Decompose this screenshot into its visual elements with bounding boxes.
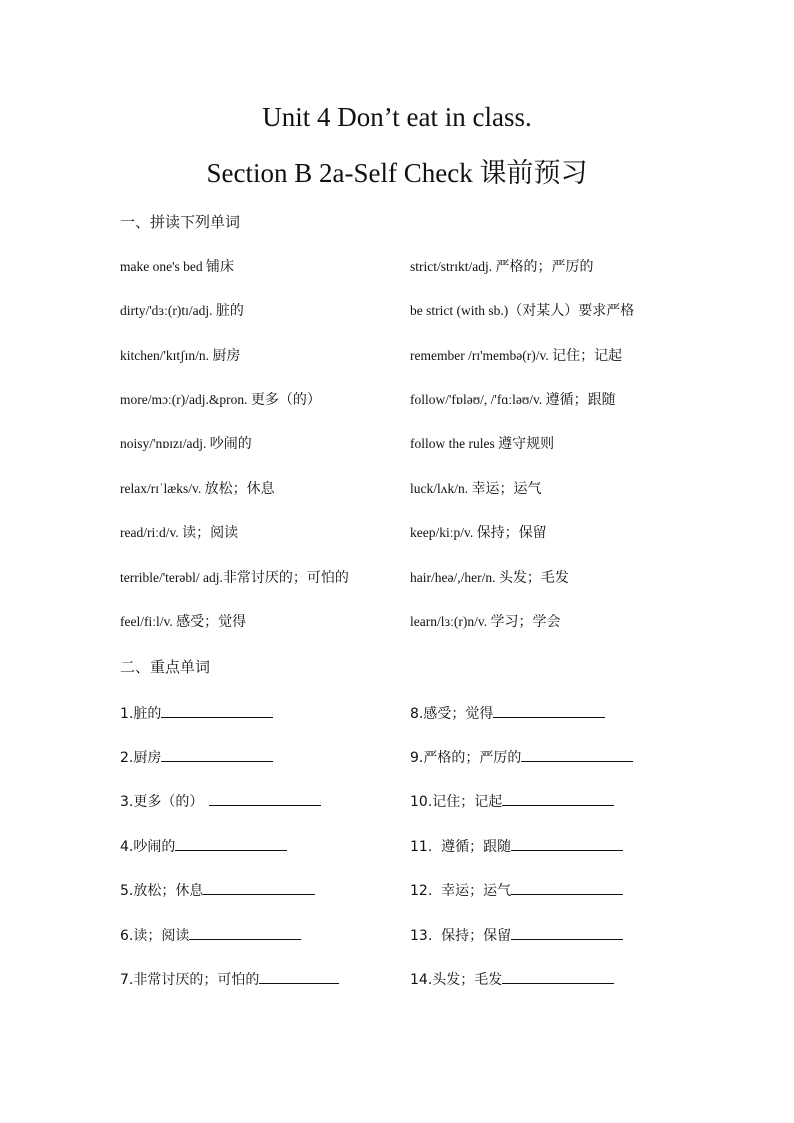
fill-blank-label: 14.头发；毛发 [410,972,503,988]
answer-blank[interactable] [175,834,287,851]
vocab-item [410,301,634,321]
vocab-chinese: （对某人）要求严格 [508,303,635,319]
fill-blank-item [410,878,623,902]
answer-blank[interactable] [502,967,614,984]
fill-blank-item [410,789,614,813]
fill-blank-item [120,878,315,902]
fill-blank-item [410,834,623,858]
answer-blank[interactable] [161,745,273,762]
vocab-chinese: 吵闹的 [209,436,252,452]
fill-blank-label: 10.记住；记起 [410,794,503,810]
vocab-item [120,479,275,499]
vocab-chinese: 更多（的） [250,392,321,408]
fill-blank-label: 12. 幸运；运气 [410,883,512,899]
vocab-english: learn/lɜː(r)n/v. [410,614,491,629]
vocab-item [120,612,246,632]
answer-blank[interactable] [189,923,301,940]
vocab-chinese: 非常讨厌的；可怕的 [222,570,349,586]
answer-blank[interactable] [511,878,623,895]
vocab-item [120,346,240,366]
vocab-english: dirty/'dɜː(r)tɪ/adj. [120,303,216,318]
vocab-chinese: 读；阅读 [182,525,239,541]
vocab-item [410,523,547,543]
vocab-english: read/riːd/v. [120,525,183,540]
vocab-item [120,434,252,454]
vocab-english: noisy/'nɒɪzɪ/adj. [120,436,210,451]
vocab-english: be strict (with sb.) [410,303,509,318]
section-1-heading: 一、拼读下列单词 [120,213,241,231]
fill-blank-label: 4.吵闹的 [120,839,176,855]
fill-blank-label: 1.脏的 [120,706,162,722]
vocab-chinese: 脏的 [215,303,244,319]
vocab-item [410,568,569,588]
fill-blank-item [120,834,287,858]
fill-blank-label: 8.感受；觉得 [410,706,494,722]
vocab-item [120,523,238,543]
vocab-chinese: 铺床 [206,259,235,275]
vocab-english: follow/'fɒləʊ/, /'fɑːləʊ/v. [410,392,546,407]
answer-blank[interactable] [511,923,623,940]
vocab-chinese: 遵守规则 [498,436,555,452]
fill-blank-label: 7.非常讨厌的；可怕的 [120,972,260,988]
vocab-chinese: 幸运；运气 [471,481,542,497]
vocab-item [120,390,321,410]
vocab-english: hair/heə/,/her/n. [410,570,499,585]
answer-blank[interactable] [521,745,633,762]
fill-blank-item [120,701,273,725]
vocab-item [410,434,554,454]
vocab-chinese: 厨房 [212,348,241,364]
answer-blank[interactable] [502,789,614,806]
fill-blank-item [410,745,633,769]
vocab-chinese: 感受；觉得 [176,614,247,630]
answer-blank[interactable] [259,967,339,984]
vocab-english: follow the rules [410,436,499,451]
vocab-item [120,301,244,321]
vocab-chinese: 保持；保留 [476,525,547,541]
section-2-heading: 二、重点单词 [120,658,211,676]
vocab-english: keep/kiːp/v. [410,525,477,540]
answer-blank[interactable] [161,701,273,718]
vocab-english: luck/lʌk/n. [410,481,472,496]
fill-blank-label: 9.严格的；严厉的 [410,750,522,766]
fill-blank-label: 2.厨房 [120,750,162,766]
fill-blank-item [410,923,623,947]
vocab-item [410,612,561,632]
vocab-item [410,257,594,277]
answer-blank[interactable] [209,789,321,806]
vocab-english: more/mɔː(r)/adj.&pron. [120,392,251,407]
answer-blank[interactable] [511,834,623,851]
vocab-english: feel/fiːl/v. [120,614,177,629]
vocab-item [410,479,542,499]
fill-blank-label: 11. 遵循；跟随 [410,839,512,855]
fill-blank-item [120,745,273,769]
vocab-english: relax/rɪˈlæks/v. [120,481,205,496]
fill-blank-label: 3.更多（的） [120,794,204,810]
vocab-english: terrible/'terəbl/ adj. [120,570,223,585]
fill-blank-item [120,923,301,947]
vocab-item [120,257,234,277]
vocab-english: strict/strɪkt/adj. [410,259,496,274]
fill-blank-item [120,967,339,991]
fill-blank-label: 6.读；阅读 [120,928,190,944]
vocab-item [410,390,616,410]
vocab-item [120,568,349,588]
fill-blank-item [410,967,614,991]
vocab-english: kitchen/'kɪtʃɪn/n. [120,348,213,363]
vocab-chinese: 头发；毛发 [498,570,569,586]
vocab-chinese: 遵循；跟随 [545,392,616,408]
vocab-chinese: 严格的；严厉的 [495,259,594,275]
fill-blank-item [120,789,321,813]
vocab-chinese: 学习；学会 [490,614,561,630]
answer-blank[interactable] [493,701,605,718]
answer-blank[interactable] [203,878,315,895]
vocab-chinese: 记住；记起 [552,348,623,364]
page-title: Unit 4 Don’t eat in class. [262,102,532,132]
fill-blank-label: 5.放松；休息 [120,883,204,899]
fill-blank-item [410,701,605,725]
vocab-english: remember /rɪ'membə(r)/v. [410,348,553,363]
vocab-chinese: 放松；休息 [204,481,275,497]
fill-blank-label: 13. 保持；保留 [410,928,512,944]
vocab-item [410,346,622,366]
vocab-english: make one's bed [120,259,207,274]
page-subtitle: Section B 2a-Self Check 课前预习 [206,158,588,188]
